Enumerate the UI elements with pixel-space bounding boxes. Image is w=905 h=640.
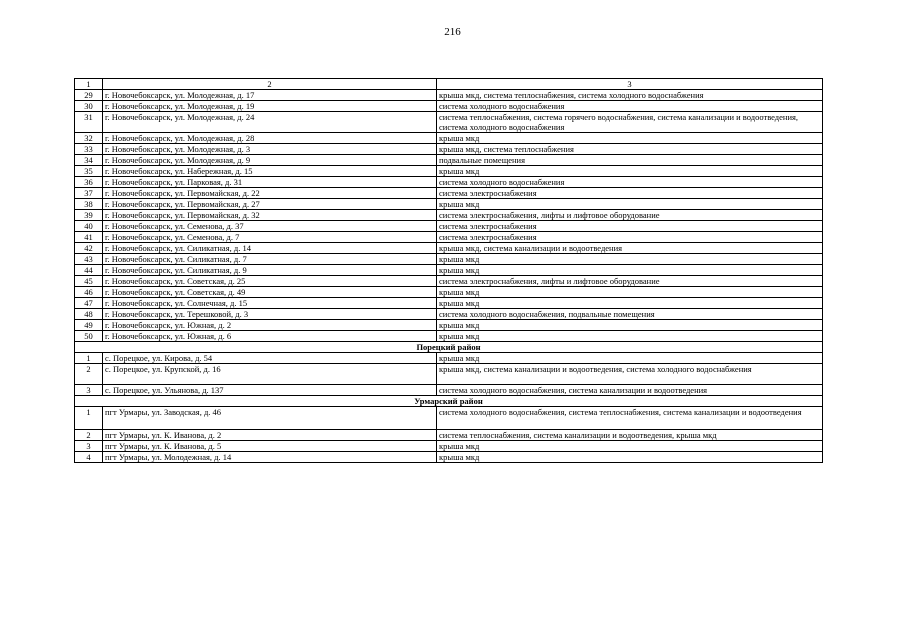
row-number-cell: 34 bbox=[75, 155, 103, 166]
table-row bbox=[75, 177, 823, 188]
row-number-cell: 37 bbox=[75, 188, 103, 199]
table-row bbox=[75, 320, 823, 331]
table-row bbox=[75, 166, 823, 177]
row-number-cell: 1 bbox=[75, 407, 103, 430]
row-number-cell: 42 bbox=[75, 243, 103, 254]
table-row bbox=[75, 407, 823, 430]
table-row bbox=[75, 430, 823, 441]
systems-cell: крыша мкд bbox=[437, 199, 823, 210]
address-cell: г. Новочебоксарск, ул. Молодежная, д. 3 bbox=[103, 144, 437, 155]
systems-cell: система холодного водоснабжения, система теплоснабжения, система канализации и водоотведения bbox=[437, 407, 823, 430]
table-row bbox=[75, 188, 823, 199]
section-header-row bbox=[75, 342, 823, 353]
table-row bbox=[75, 199, 823, 210]
systems-cell: система электроснабжения bbox=[437, 188, 823, 199]
row-number-cell: 1 bbox=[75, 353, 103, 364]
row-number-cell: 33 bbox=[75, 144, 103, 155]
row-number-cell: 2 bbox=[75, 364, 103, 385]
row-number-cell: 31 bbox=[75, 112, 103, 133]
systems-cell: крыша мкд bbox=[437, 166, 823, 177]
systems-cell: система холодного водоснабжения bbox=[437, 101, 823, 112]
systems-cell: система электроснабжения bbox=[437, 232, 823, 243]
systems-cell: крыша мкд bbox=[437, 254, 823, 265]
table-row bbox=[75, 101, 823, 112]
row-number-cell: 3 bbox=[75, 385, 103, 396]
systems-cell: система электроснабжения, лифты и лифтовое оборудование bbox=[437, 276, 823, 287]
systems-cell: крыша мкд, система теплоснабжения, система холодного водоснабжения bbox=[437, 90, 823, 101]
row-number-cell: 44 bbox=[75, 265, 103, 276]
table-row bbox=[75, 276, 823, 287]
address-cell: г. Новочебоксарск, ул. Первомайская, д. 22 bbox=[103, 188, 437, 199]
column-number-3: 3 bbox=[437, 79, 823, 90]
systems-cell: система электроснабжения bbox=[437, 221, 823, 232]
address-cell: г. Новочебоксарск, ул. Молодежная, д. 9 bbox=[103, 155, 437, 166]
row-number-cell: 43 bbox=[75, 254, 103, 265]
systems-cell: система теплоснабжения, система горячего водоснабжения, система канализации и водоотведения, система холодного водоснабжения bbox=[437, 112, 823, 133]
address-cell: пгт Урмары, ул. К. Иванова, д. 5 bbox=[103, 441, 437, 452]
systems-cell: крыша мкд bbox=[437, 331, 823, 342]
systems-cell: крыша мкд, система канализации и водоотведения, система холодного водоснабжения bbox=[437, 364, 823, 385]
address-cell: г. Новочебоксарск, ул. Первомайская, д. 32 bbox=[103, 210, 437, 221]
row-number-cell: 29 bbox=[75, 90, 103, 101]
systems-cell: крыша мкд bbox=[437, 353, 823, 364]
systems-cell: крыша мкд bbox=[437, 298, 823, 309]
row-number-cell: 48 bbox=[75, 309, 103, 320]
row-number-cell: 4 bbox=[75, 452, 103, 463]
address-cell: г. Новочебоксарск, ул. Молодежная, д. 28 bbox=[103, 133, 437, 144]
row-number-cell: 36 bbox=[75, 177, 103, 188]
address-cell: г. Новочебоксарск, ул. Молодежная, д. 19 bbox=[103, 101, 437, 112]
table-row bbox=[75, 155, 823, 166]
buildings-table-body bbox=[75, 79, 823, 463]
section-title: Урмарский район bbox=[75, 396, 823, 407]
systems-cell: крыша мкд, система теплоснабжения bbox=[437, 144, 823, 155]
address-cell: с. Порецкое, ул. Кирова, д. 54 bbox=[103, 353, 437, 364]
address-cell: пгт Урмары, ул. Заводская, д. 46 bbox=[103, 407, 437, 430]
row-number-cell: 50 bbox=[75, 331, 103, 342]
systems-cell: система электроснабжения, лифты и лифтовое оборудование bbox=[437, 210, 823, 221]
systems-cell: система теплоснабжения, система канализации и водоотведения, крыша мкд bbox=[437, 430, 823, 441]
systems-cell: крыша мкд bbox=[437, 133, 823, 144]
table-row bbox=[75, 210, 823, 221]
row-number-cell: 45 bbox=[75, 276, 103, 287]
table-row bbox=[75, 441, 823, 452]
table-row bbox=[75, 298, 823, 309]
address-cell: г. Новочебоксарск, ул. Семенова, д. 37 bbox=[103, 221, 437, 232]
table-row bbox=[75, 232, 823, 243]
systems-cell: крыша мкд bbox=[437, 452, 823, 463]
row-number-cell: 32 bbox=[75, 133, 103, 144]
address-cell: г. Новочебоксарск, ул. Молодежная, д. 24 bbox=[103, 112, 437, 133]
column-number-row bbox=[75, 79, 823, 90]
row-number-cell: 38 bbox=[75, 199, 103, 210]
systems-cell: крыша мкд, система канализации и водоотведения bbox=[437, 243, 823, 254]
table-row bbox=[75, 144, 823, 155]
row-number-cell: 30 bbox=[75, 101, 103, 112]
row-number-cell: 35 bbox=[75, 166, 103, 177]
row-number-cell: 39 bbox=[75, 210, 103, 221]
table-row bbox=[75, 364, 823, 385]
table-row bbox=[75, 254, 823, 265]
table-row bbox=[75, 133, 823, 144]
address-cell: г. Новочебоксарск, ул. Молодежная, д. 17 bbox=[103, 90, 437, 101]
table-row bbox=[75, 112, 823, 133]
systems-cell: система холодного водоснабжения, система канализации и водоотведения bbox=[437, 385, 823, 396]
section-header-row bbox=[75, 396, 823, 407]
address-cell: г. Новочебоксарск, ул. Южная, д. 6 bbox=[103, 331, 437, 342]
systems-cell: крыша мкд bbox=[437, 441, 823, 452]
row-number-cell: 2 bbox=[75, 430, 103, 441]
table-row bbox=[75, 309, 823, 320]
address-cell: г. Новочебоксарск, ул. Терешковой, д. 3 bbox=[103, 309, 437, 320]
address-cell: г. Новочебоксарск, ул. Силикатная, д. 9 bbox=[103, 265, 437, 276]
table-row bbox=[75, 221, 823, 232]
table-row bbox=[75, 243, 823, 254]
systems-cell: подвальные помещения bbox=[437, 155, 823, 166]
address-cell: г. Новочебоксарск, ул. Советская, д. 49 bbox=[103, 287, 437, 298]
row-number-cell: 40 bbox=[75, 221, 103, 232]
address-cell: пгт Урмары, ул. Молодежная, д. 14 bbox=[103, 452, 437, 463]
table-row bbox=[75, 452, 823, 463]
row-number-cell: 41 bbox=[75, 232, 103, 243]
address-cell: г. Новочебоксарск, ул. Силикатная, д. 7 bbox=[103, 254, 437, 265]
table-row bbox=[75, 287, 823, 298]
section-title: Порецкий район bbox=[75, 342, 823, 353]
address-cell: г. Новочебоксарск, ул. Силикатная, д. 14 bbox=[103, 243, 437, 254]
address-cell: г. Новочебоксарск, ул. Советская, д. 25 bbox=[103, 276, 437, 287]
row-number-cell: 46 bbox=[75, 287, 103, 298]
address-cell: г. Новочебоксарск, ул. Первомайская, д. 27 bbox=[103, 199, 437, 210]
systems-cell: система холодного водоснабжения, подвальные помещения bbox=[437, 309, 823, 320]
table-row bbox=[75, 265, 823, 276]
column-number-2: 2 bbox=[103, 79, 437, 90]
address-cell: с. Порецкое, ул. Крупской, д. 16 bbox=[103, 364, 437, 385]
address-cell: г. Новочебоксарск, ул. Солнечная, д. 15 bbox=[103, 298, 437, 309]
systems-cell: крыша мкд bbox=[437, 287, 823, 298]
address-cell: с. Порецкое, ул. Ульянова, д. 137 bbox=[103, 385, 437, 396]
systems-cell: крыша мкд bbox=[437, 265, 823, 276]
systems-cell: система холодного водоснабжения bbox=[437, 177, 823, 188]
row-number-cell: 47 bbox=[75, 298, 103, 309]
column-number-1: 1 bbox=[75, 79, 103, 90]
row-number-cell: 3 bbox=[75, 441, 103, 452]
address-cell: г. Новочебоксарск, ул. Набережная, д. 15 bbox=[103, 166, 437, 177]
table-row bbox=[75, 331, 823, 342]
page-number: 216 bbox=[444, 26, 461, 38]
systems-cell: крыша мкд bbox=[437, 320, 823, 331]
address-cell: г. Новочебоксарск, ул. Южная, д. 2 bbox=[103, 320, 437, 331]
row-number-cell: 49 bbox=[75, 320, 103, 331]
address-cell: пгт Урмары, ул. К. Иванова, д. 2 bbox=[103, 430, 437, 441]
buildings-table bbox=[74, 78, 823, 463]
address-cell: г. Новочебоксарск, ул. Парковая, д. 31 bbox=[103, 177, 437, 188]
table-row bbox=[75, 385, 823, 396]
table-row bbox=[75, 353, 823, 364]
table-row bbox=[75, 90, 823, 101]
address-cell: г. Новочебоксарск, ул. Семенова, д. 7 bbox=[103, 232, 437, 243]
